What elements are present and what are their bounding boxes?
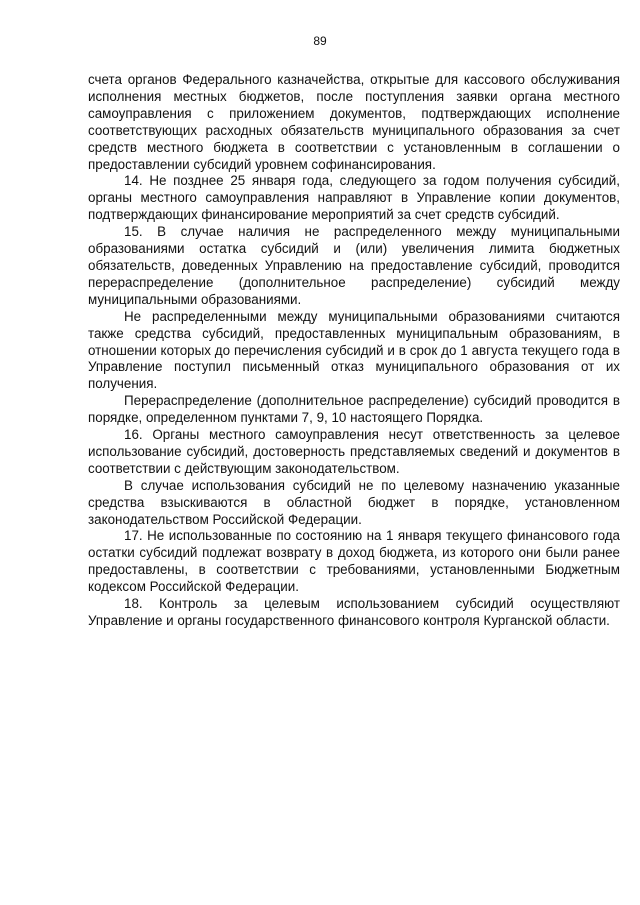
paragraph-misuse-recovery: В случае использования субсидий не по целевому назначению указанные средства взыскиваются в областной бюджет в порядке, установленном законодательством Российской Федерации. xyxy=(88,477,620,527)
paragraph-undistributed-funds: Не распределенными между муниципальными образованиями считаются также средства субсидий, предоставленных муниципальным образованиям, в отношении которых до перечисления субсидий и в срок до 1 августа текущего года в Управление поступил письменный отказ муниципального образования от их получения. xyxy=(88,308,620,392)
paragraph-item-17: 17. Не использованные по состоянию на 1 января текущего финансового года остатки субсидий подлежат возврату в доход бюджета, из которого они были ранее предоставлены, в соответствии с требованиями, установленными Бюджетным кодексом Российской Федерации. xyxy=(88,528,620,595)
page-number: 89 xyxy=(313,34,327,48)
paragraph-item-16: 16. Органы местного самоуправления несут ответственность за целевое использование субсидий, достоверность представляемых сведений и документов в соответствии с действующим законодательством. xyxy=(88,427,620,476)
paragraph-item-15: 15. В случае наличия не распределенного между муниципальными образованиями остатка субсидий и (или) увеличения лимита бюджетных обязательств, доведенных Управлению на предоставление субсидий, проводится перераспределение (дополнительное распределение) субсидий между муниципальными образованиями. xyxy=(88,224,620,307)
paragraph-continuation: счета органов Федерального казначейства, открытые для кассового обслуживания исполнения местных бюджетов, после поступления заявки органа местного самоуправления с приложением документов, подтверждающих исполнение соответствующих расходных обязательств муниципального образования за счет средств местного бюджета в соответствии с установленным в соглашении о предоставлении субсидий уровнем софинансирования. xyxy=(88,72,620,172)
body-text xyxy=(88,72,620,630)
paragraph-item-18: 18. Контроль за целевым использованием субсидий осуществляют Управление и органы государственного финансового контроля Курганской области. xyxy=(88,596,620,628)
paragraph-item-14: 14. Не позднее 25 января года, следующего за годом получения субсидий, органы местного самоуправления направляют в Управление копии документов, подтверждающих финансирование мероприятий за счет средств субсидий. xyxy=(88,173,620,223)
paragraph-redistribution: Перераспределение (дополнительное распределение) субсидий проводится в порядке, определенном пунктами 7, 9, 10 настоящего Порядка. xyxy=(88,393,620,426)
